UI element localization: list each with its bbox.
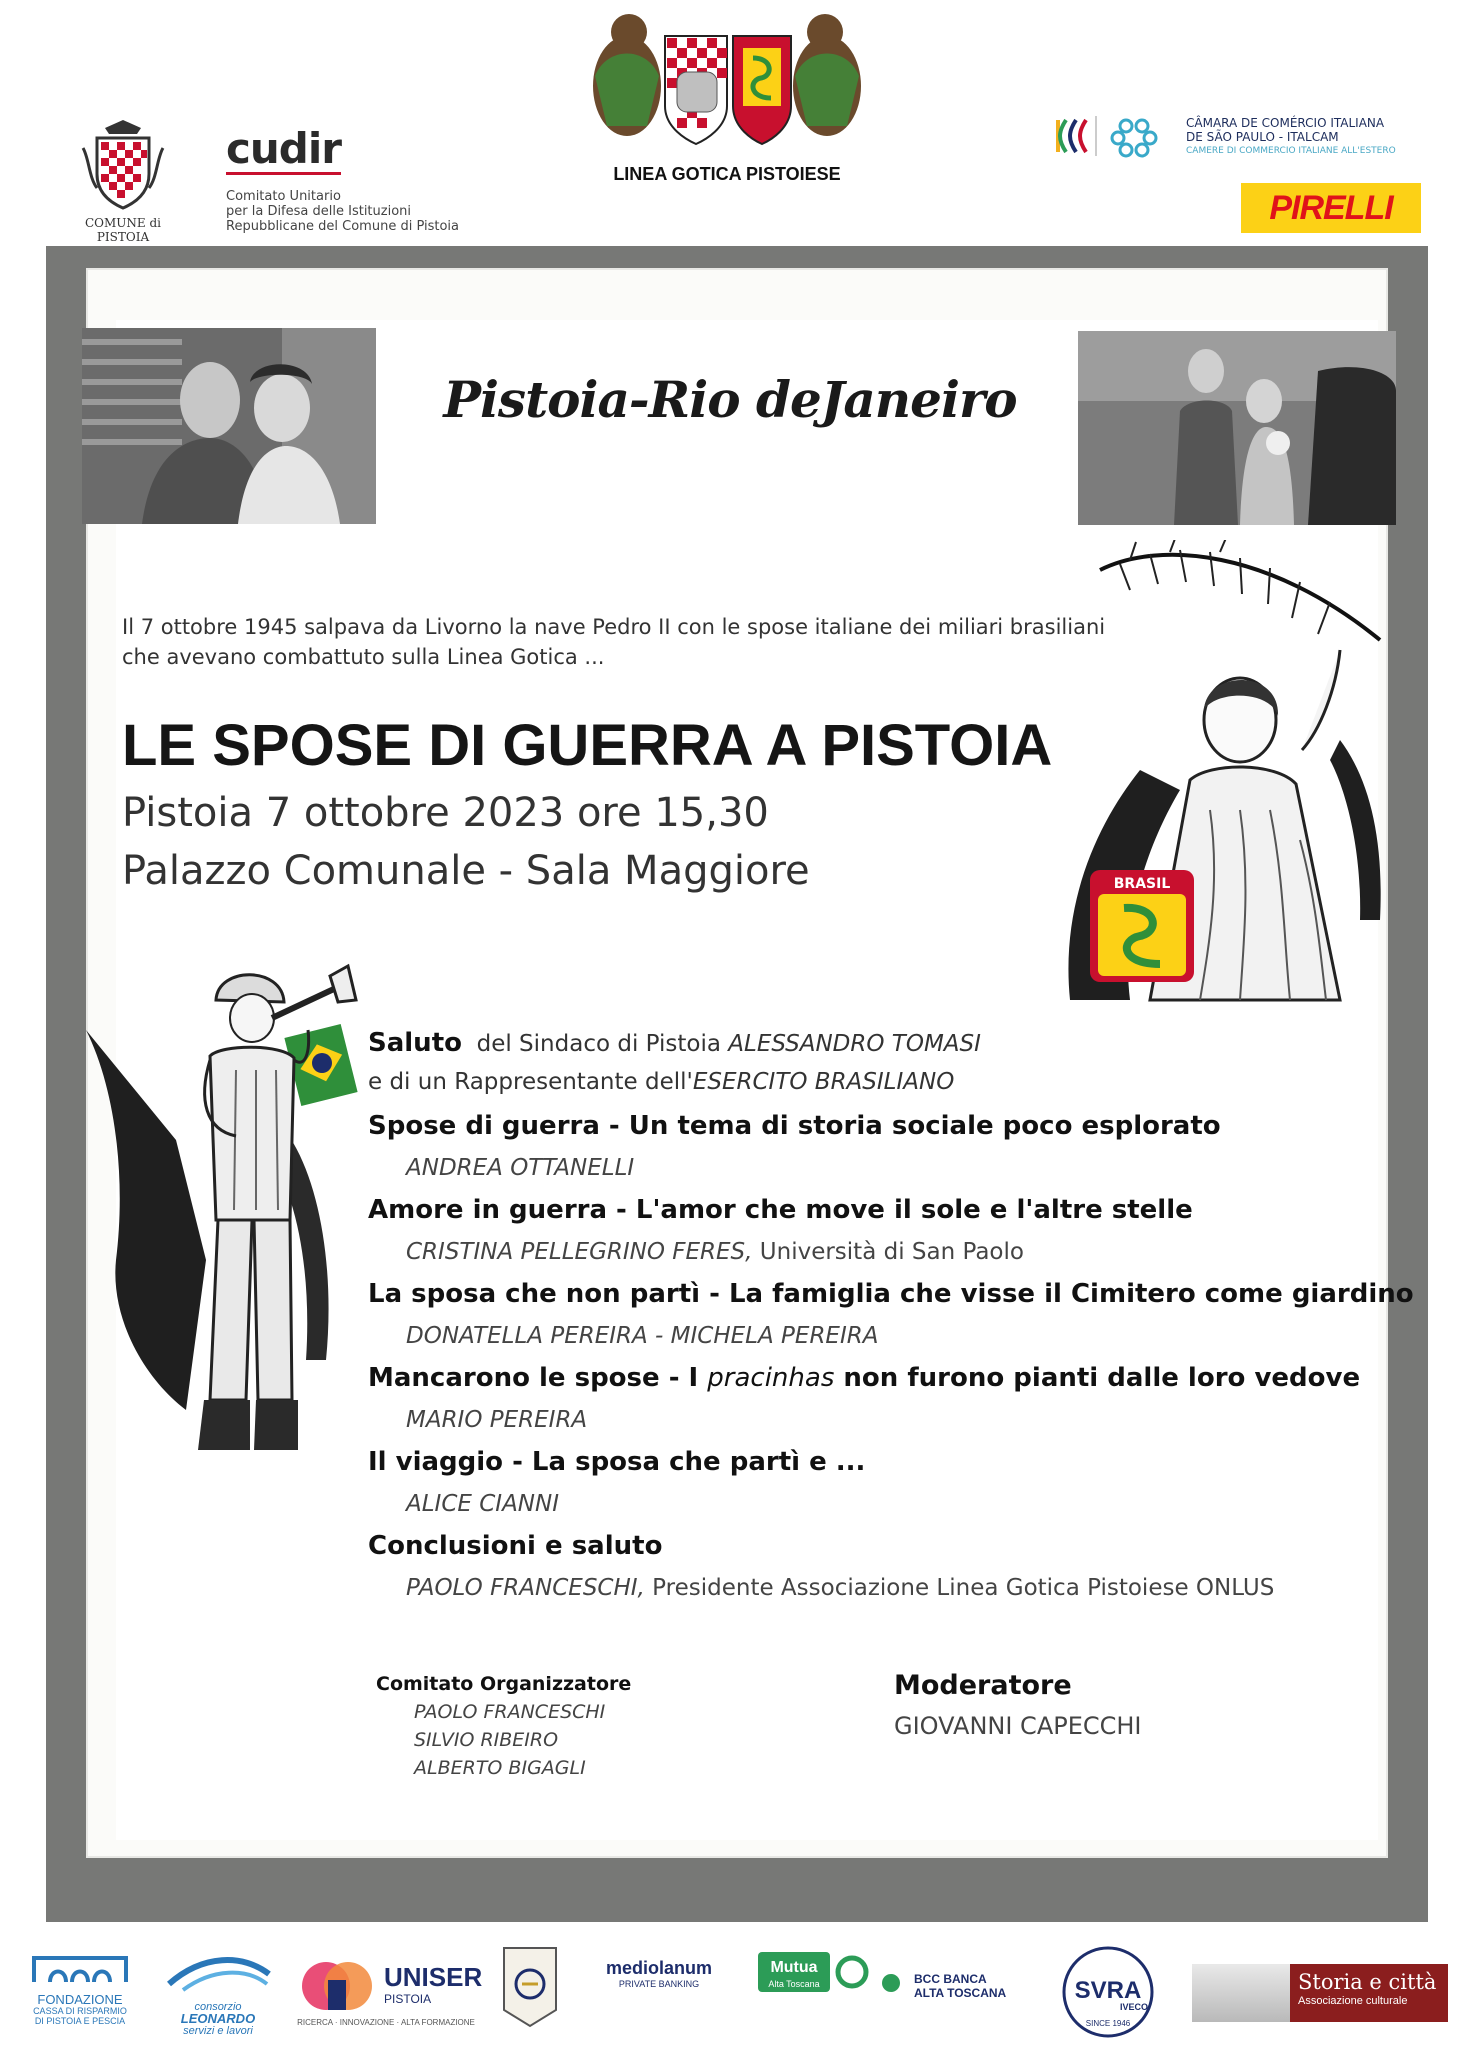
couple-photo-right — [1078, 331, 1396, 525]
moderator — [894, 1666, 1214, 1746]
couple-photo-left-image — [82, 328, 376, 524]
saluto-line-2 — [368, 1061, 1388, 1103]
leonardo-line-1: consorzio — [194, 2001, 242, 2013]
banner-title: Pistoia-Rio deJaneiro — [443, 370, 1017, 429]
programme-item — [368, 1357, 1388, 1441]
storia-sub: Associazione culturale — [1298, 1995, 1408, 2007]
svra-since: SINCE 1946 — [1085, 2019, 1131, 2028]
programme-item — [368, 1441, 1388, 1525]
intro-line-2: che avevano combattuto sulla Linea Gotica ... — [122, 645, 605, 669]
talk-title: Spose di guerra - Un tema di storia sociale poco esplorato — [368, 1111, 1221, 1141]
talk-title: La sposa che non partì - La famiglia che visse il Cimitero come giardino — [368, 1279, 1414, 1309]
fondazione-arches-icon — [30, 1944, 130, 1984]
committee-heading: Comitato Organizzatore — [376, 1673, 632, 1695]
programme-item — [368, 1525, 1388, 1609]
fondazione-sub-2: DI PISTOIA E PESCIA — [34, 2016, 126, 2026]
couple-photo-right-image — [1078, 331, 1396, 525]
sponsor-lions-club — [498, 1944, 562, 2033]
sponsor-fondazione — [26, 1944, 134, 2026]
talk-title-part: non furono pianti dalle loro vedove — [834, 1363, 1361, 1393]
talk-speaker-name: MARIO PEREIRA — [406, 1407, 588, 1433]
uniser-mark-icon — [296, 1950, 380, 2022]
italcam-text — [1186, 116, 1396, 158]
svra-name: SVRA — [1074, 1977, 1142, 2004]
talk-speaker-name: PAOLO FRANCESCHI, — [406, 1575, 645, 1601]
uniser-name: UNISER — [384, 1962, 483, 1992]
event-title: LE SPOSE DI GUERRA A PISTOIA — [122, 713, 1053, 778]
svra-badge-icon — [1058, 1944, 1158, 2040]
italcam-line-2: DE SÃO PAULO - ITALCAM — [1186, 130, 1339, 144]
mutua-name: Mutua — [770, 1959, 818, 1976]
brasil-badge-label: BRASIL — [1113, 876, 1171, 892]
talk-speaker-name: CRISTINA PELLEGRINO FERES, — [406, 1239, 753, 1265]
bcc-region: ALTA TOSCANA — [914, 1986, 1007, 2000]
talk-speaker — [368, 1567, 1388, 1609]
bcc-short: BCC — [914, 1972, 940, 1986]
sponsor-storia-e-citta — [1192, 1964, 1448, 2022]
mutua-mark-icon — [754, 1944, 874, 2000]
uniser-city: PISTOIA — [384, 1992, 432, 2006]
saluto-label: Saluto — [368, 1028, 462, 1058]
talk-speaker — [368, 1399, 1388, 1441]
mutua-sub: Alta Toscana — [768, 1979, 820, 1989]
programme-item — [368, 1273, 1414, 1357]
talk-title — [368, 1357, 1388, 1399]
italcam-mark-icon — [1054, 112, 1182, 160]
leonardo-line-3: servizi e lavori — [183, 2025, 253, 2037]
leonardo-swoosh-icon — [163, 1944, 273, 1996]
cudir-wordmark: cudir — [226, 124, 341, 173]
programme-item — [368, 1105, 1388, 1189]
talk-speaker-affiliation: Università di San Paolo — [752, 1239, 1024, 1265]
cudir-desc-line-3: Repubblicane del Comune di Pistoia — [226, 219, 460, 234]
italcam-line-3: CAMERE DI COMMERCIO ITALIANE ALL'ESTERO — [1186, 146, 1396, 156]
sponsor-consorzio-leonardo — [160, 1944, 276, 2037]
sponsor-svra-iveco — [1058, 1944, 1158, 2045]
cudir-logo — [226, 124, 486, 234]
italcam-logo — [1054, 112, 1434, 164]
talk-title: Amore in guerra - L'amor che move il sole e l'altre stelle — [368, 1195, 1193, 1225]
event-venue: Palazzo Comunale - Sala Maggiore — [122, 848, 810, 894]
talk-title: Conclusioni e saluto — [368, 1531, 663, 1561]
comune-di-pistoia-logo — [58, 118, 188, 244]
organizing-committee — [376, 1670, 736, 1782]
talk-speaker — [368, 1315, 1388, 1357]
talk-speaker — [368, 1147, 1388, 1189]
mediolanum-name: mediolanum — [605, 1958, 712, 1978]
saluto-line-1 — [368, 1022, 1388, 1065]
fondazione-sub-1: CASSA DI RISPARMIO — [33, 2006, 127, 2016]
storia-cityscape-image — [1192, 1964, 1290, 2022]
lions-pennant-icon — [500, 1944, 560, 2028]
couple-photo-left — [82, 328, 376, 524]
sponsors-bar — [0, 1944, 1462, 2044]
talk-speaker-name: ALICE CIANNI — [406, 1491, 560, 1517]
programme — [368, 1022, 1414, 1609]
cudir-desc-line-2: per la Difesa delle Istituzioni — [226, 204, 412, 219]
pirelli-wordmark: PIRELLI — [1269, 188, 1393, 227]
fondazione-name: FONDAZIONE — [37, 1992, 123, 2007]
soldier-figure-icon — [86, 960, 382, 1480]
event-date: Pistoia 7 ottobre 2023 ore 15,30 — [122, 790, 769, 836]
italcam-line-1: CÂMARA DE COMÉRCIO ITALIANA — [1186, 116, 1385, 130]
talk-title: Il viaggio - La sposa che partì e ... — [368, 1447, 866, 1477]
soldier-trumpet-illustration — [86, 960, 382, 1480]
liberty-illustration — [1040, 540, 1388, 1010]
talk-speaker-name: ANDREA OTTANELLI — [406, 1155, 635, 1181]
storia-label-box — [1290, 1964, 1448, 2022]
intro-line-1: Il 7 ottobre 1945 salpava da Livorno la nave Pedro II con le spose italiane dei miliari brasiliani — [122, 615, 1106, 639]
svra-brand: IVECO — [1119, 2002, 1149, 2012]
committee-member: PAOLO FRANCESCHI — [414, 1701, 606, 1723]
talk-speaker-name: DONATELLA PEREIRA - MICHELA PEREIRA — [406, 1323, 879, 1349]
committee-member: ALBERTO BIGAGLI — [414, 1757, 586, 1779]
linea-gotica-logo — [572, 6, 882, 185]
cudir-description — [226, 189, 486, 234]
storia-name: Storia e città — [1298, 1970, 1437, 1994]
liberty-figure-icon — [1040, 540, 1388, 1010]
pirelli-logo — [1241, 183, 1421, 233]
sponsor-bcc-alta-toscana — [880, 1944, 1020, 2000]
saluto-text-2: e di un Rappresentante dell' — [368, 1069, 693, 1095]
bcc-bank: BANCA — [943, 1972, 987, 1986]
linea-gotica-label: LINEA GOTICA PISTOIESE — [613, 164, 841, 184]
committee-member: SILVIO RIBEIRO — [414, 1729, 559, 1751]
leonardo-line-2: LEONARDO — [180, 2011, 256, 2026]
talk-title-part: Mancarono le spose - I — [368, 1363, 708, 1393]
sponsor-mutua-alta-toscana — [752, 1944, 876, 2005]
saluto-name-2: ESERCITO BRASILIANO — [692, 1069, 955, 1095]
comune-label: COMUNE di PISTOIA — [84, 216, 161, 244]
talk-speaker — [368, 1483, 1388, 1525]
cudir-desc-line-1: Comitato Unitario — [226, 189, 341, 204]
comune-crest-icon — [75, 118, 171, 214]
moderator-heading: Moderatore — [894, 1670, 1072, 1701]
saluto-name-1: ALESSANDRO TOMASI — [728, 1031, 981, 1057]
mediolanum-sub: PRIVATE BANKING — [618, 1979, 700, 1989]
uniser-tagline: RICERCA · INNOVAZIONE · ALTA FORMAZIONE — [297, 2018, 475, 2027]
talk-speaker-affiliation: Presidente Associazione Linea Gotica Pistoiese ONLUS — [644, 1575, 1275, 1601]
talk-speaker — [368, 1231, 1388, 1273]
bears-crest-icon — [577, 6, 877, 156]
moderator-name: GIOVANNI CAPECCHI — [894, 1712, 1142, 1740]
bcc-mark-icon — [880, 1972, 910, 1994]
sponsor-mediolanum — [590, 1944, 728, 1989]
saluto-text-1: del Sindaco di Pistoia — [476, 1031, 721, 1057]
programme-item — [368, 1189, 1388, 1273]
talk-title-emphasis: pracinhas — [707, 1363, 835, 1393]
